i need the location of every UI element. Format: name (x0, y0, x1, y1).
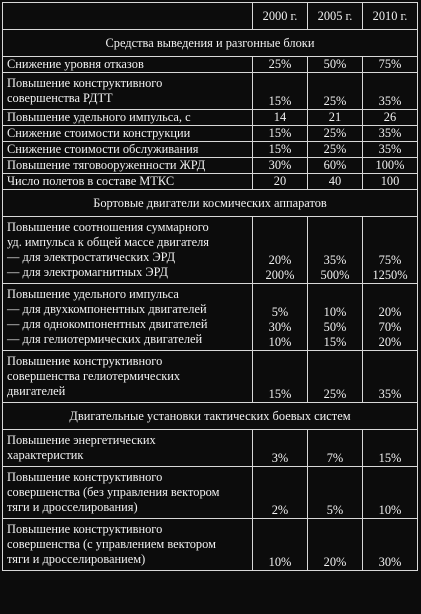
row-label-line: совершенства гелиотермических (7, 369, 181, 383)
header-year-2010: 2010 г. (363, 3, 418, 30)
row-label-line: Повышение энергетических (7, 433, 156, 447)
row-label (3, 126, 253, 142)
value-line: 10% (323, 305, 347, 319)
row-label (3, 467, 253, 519)
row-label (3, 57, 253, 73)
value-cell (308, 174, 363, 190)
row-label (3, 351, 253, 403)
value-line: 25% (323, 94, 347, 108)
value-line: 10% (378, 503, 402, 517)
value-line: 75% (378, 57, 402, 71)
table-row (3, 110, 418, 126)
row-label-line: тяги и дросселирования) (7, 500, 138, 514)
value-line: 15% (323, 335, 347, 349)
value-cell (308, 110, 363, 126)
row-label-line: уд. импульса к общей массе двигателя (7, 235, 209, 249)
row-label-line: совершенства (без управления вектором (7, 485, 220, 499)
value-cell (363, 217, 418, 284)
row-label-line: — для гелиотермических двигателей (7, 332, 203, 346)
value-cell (308, 467, 363, 519)
row-label-line: совершенства РДТТ (7, 91, 113, 105)
value-cell (308, 217, 363, 284)
value-line: 100% (375, 158, 405, 172)
value-cell (253, 351, 308, 403)
table-row (3, 158, 418, 174)
value-line: 20 (273, 174, 287, 188)
row-label-line: Повышение конструктивного (7, 470, 163, 484)
row-label-line: Повышение соотношения суммарного (7, 220, 209, 234)
value-line: 25% (323, 142, 347, 156)
table-body (3, 3, 418, 571)
table-row (3, 519, 418, 571)
value-cell (253, 57, 308, 73)
table-row (3, 351, 418, 403)
value-cell (363, 430, 418, 467)
value-line: 500% (320, 268, 350, 282)
row-label (3, 174, 253, 190)
value-cell (253, 430, 308, 467)
value-cell (308, 519, 363, 571)
section-title: Бортовые двигатели космических аппаратов (3, 190, 418, 217)
value-cell (363, 351, 418, 403)
value-cell (253, 158, 308, 174)
table-row (3, 430, 418, 467)
value-cell (253, 217, 308, 284)
header-blank-cell (3, 3, 253, 30)
value-line: 1250% (372, 268, 408, 282)
value-cell (363, 73, 418, 110)
value-cell (363, 126, 418, 142)
value-line: 10% (268, 555, 292, 569)
row-label-line: Повышение тяговооруженности ЖРД (7, 158, 206, 172)
value-line: 25% (323, 126, 347, 140)
value-line: 14 (273, 110, 287, 124)
value-line: 15% (378, 451, 402, 465)
value-cell (253, 174, 308, 190)
row-label-line: Снижение уровня отказов (7, 57, 144, 71)
value-line: 35% (378, 142, 402, 156)
forecast-table (2, 2, 418, 571)
row-label-line: — для однокомпонентных двигателей (7, 317, 208, 331)
row-label (3, 158, 253, 174)
row-label-line: двигателей (7, 384, 66, 398)
value-line: 50% (323, 57, 347, 71)
value-cell (308, 158, 363, 174)
value-cell (363, 158, 418, 174)
value-line: 200% (265, 268, 295, 282)
value-line: 3% (271, 451, 289, 465)
header-year-2000: 2000 г. (253, 3, 308, 30)
table-row (3, 126, 418, 142)
value-line: 35% (378, 94, 402, 108)
value-cell (308, 73, 363, 110)
value-cell (308, 57, 363, 73)
value-line: 20% (268, 253, 292, 267)
value-line: 40 (328, 174, 342, 188)
row-label (3, 430, 253, 467)
value-cell (253, 467, 308, 519)
value-line: 35% (378, 387, 402, 401)
row-label (3, 142, 253, 158)
table-row (3, 73, 418, 110)
row-label (3, 519, 253, 571)
value-line: 15% (268, 126, 292, 140)
section-header-row (3, 403, 418, 430)
value-line: 5% (271, 305, 289, 319)
table-row (3, 284, 418, 351)
value-line: 30% (268, 320, 292, 334)
row-label-line: Повышение удельного импульса, с (7, 110, 191, 124)
value-cell (308, 142, 363, 158)
row-label-line: — для двухкомпонентных двигателей (7, 302, 207, 316)
value-cell (308, 430, 363, 467)
value-line: 15% (268, 387, 292, 401)
section-title: Двигательные установки тактических боевых систем (3, 403, 418, 430)
row-label-line: Снижение стоимости конструкции (7, 126, 191, 140)
value-line: 20% (323, 555, 347, 569)
row-label (3, 217, 253, 284)
value-line: 20% (378, 335, 402, 349)
value-cell (308, 126, 363, 142)
value-line: 30% (378, 555, 402, 569)
row-label-line: характеристик (7, 448, 84, 462)
value-cell (253, 126, 308, 142)
table-header-row (3, 3, 418, 30)
table-row (3, 142, 418, 158)
value-line: 7% (326, 451, 344, 465)
row-label-line: — для электромагнитных ЭРД (7, 265, 168, 279)
section-header-row (3, 30, 418, 57)
table-row (3, 57, 418, 73)
value-cell (363, 142, 418, 158)
value-line: 25% (268, 57, 292, 71)
row-label-line: тяги и дросселированием) (7, 552, 146, 566)
row-label-line: Снижение стоимости обслуживания (7, 142, 199, 156)
value-line: 30% (268, 158, 292, 172)
value-cell (253, 73, 308, 110)
row-label (3, 73, 253, 110)
row-label-line: Повышение конструктивного (7, 354, 163, 368)
row-label (3, 110, 253, 126)
row-label-line: Повышение конструктивного (7, 76, 163, 90)
value-line: 60% (323, 158, 347, 172)
value-cell (308, 351, 363, 403)
value-line: 26 (383, 110, 397, 124)
value-line: 50% (323, 320, 347, 334)
value-line: 5% (326, 503, 344, 517)
table-row (3, 174, 418, 190)
section-title: Средства выведения и разгонные блоки (3, 30, 418, 57)
row-label-line: Число полетов в составе МТКС (7, 174, 175, 188)
row-label-line: Повышение удельного импульса (7, 287, 179, 301)
row-label (3, 284, 253, 351)
section-header-row (3, 190, 418, 217)
value-line: 70% (378, 320, 402, 334)
value-line: 25% (323, 387, 347, 401)
value-cell (363, 519, 418, 571)
value-line: 21 (328, 110, 342, 124)
row-label-line: — для электростатических ЭРД (7, 250, 176, 264)
value-cell (363, 57, 418, 73)
value-line: 100 (380, 174, 400, 188)
value-line: 10% (268, 335, 292, 349)
value-line: 20% (378, 305, 402, 319)
value-cell (253, 142, 308, 158)
table-row (3, 467, 418, 519)
value-cell (363, 174, 418, 190)
row-label-line: совершенства (с управлением вектором (7, 537, 216, 551)
value-cell (363, 467, 418, 519)
value-line: 75% (378, 253, 402, 267)
value-line: 2% (271, 503, 289, 517)
value-line: 15% (268, 142, 292, 156)
value-line: 35% (378, 126, 402, 140)
table-row (3, 217, 418, 284)
value-line: 15% (268, 94, 292, 108)
value-cell (253, 519, 308, 571)
value-cell (253, 110, 308, 126)
row-label-line: Повышение конструктивного (7, 522, 163, 536)
value-cell (308, 284, 363, 351)
value-cell (363, 284, 418, 351)
value-cell (363, 110, 418, 126)
value-line: 35% (323, 253, 347, 267)
value-cell (253, 284, 308, 351)
header-year-2005: 2005 г. (308, 3, 363, 30)
